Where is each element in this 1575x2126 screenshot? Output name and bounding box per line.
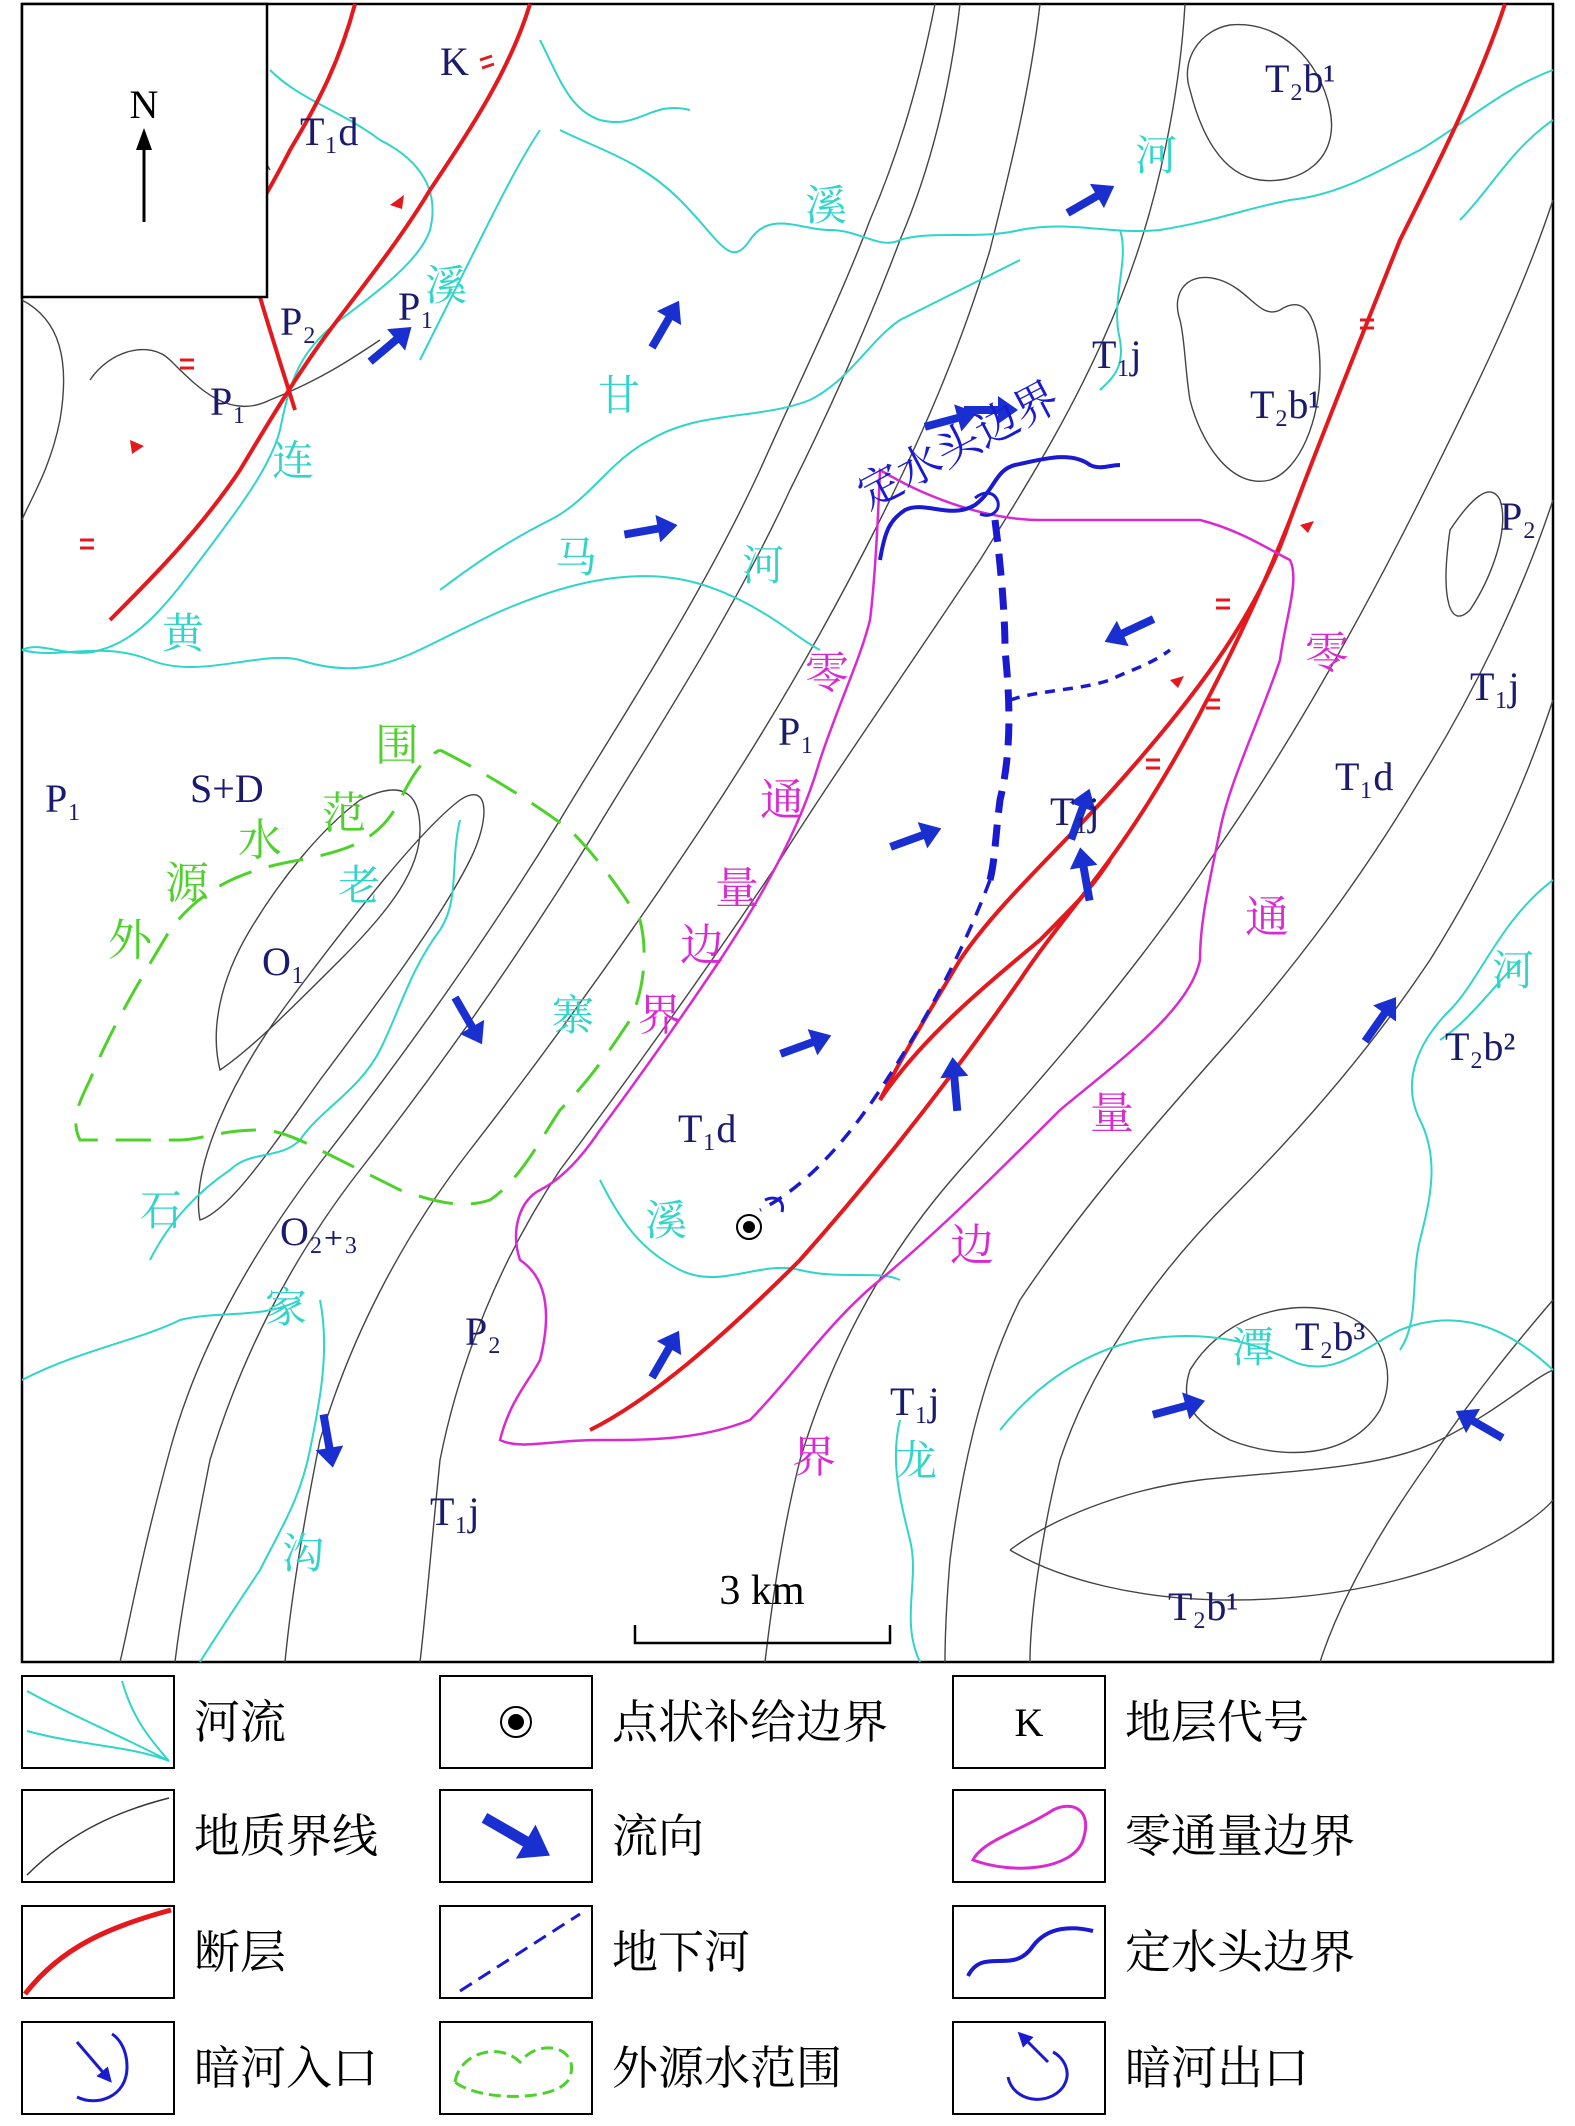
stratum-sd: S+D <box>190 766 264 811</box>
legend-item <box>22 2022 378 2114</box>
stratum-p1-c: P₁ <box>778 709 815 754</box>
stratum-p1-w: P₁ <box>45 776 82 821</box>
stratum-p2-sw: P₂ <box>465 1309 502 1354</box>
legend-label: 暗河出口 <box>1125 2041 1309 2095</box>
stratum-p1-nw1: P₁ <box>398 284 435 329</box>
svg-text:潭: 潭 <box>1232 1323 1275 1372</box>
legend-item <box>22 1676 286 1768</box>
legend-item <box>440 1906 750 1998</box>
svg-text:边: 边 <box>950 1220 994 1271</box>
legend-label: 流向 <box>612 1809 704 1863</box>
scale-label: 3 km <box>719 1568 805 1614</box>
svg-text:边: 边 <box>680 920 724 971</box>
legend-label: 地层代号 <box>1125 1695 1309 1749</box>
legend-label: 断层 <box>194 1925 286 1979</box>
svg-text:零: 零 <box>805 648 849 699</box>
svg-text:通: 通 <box>1245 892 1289 943</box>
stratum-t2b1-s: T₂b¹ <box>1168 1584 1239 1629</box>
svg-text:源: 源 <box>165 858 209 909</box>
stratum-t2b1-ne: T₂b¹ <box>1265 56 1336 101</box>
legend-label: 地下河 <box>612 1925 750 1979</box>
stratum-t1j-n: T₁j <box>1092 332 1142 377</box>
svg-text:龙: 龙 <box>895 1436 938 1485</box>
north-label: N <box>129 82 159 127</box>
svg-text:水: 水 <box>238 815 282 866</box>
north-arrow-inset <box>22 4 267 297</box>
constant-head-label: 定水头边界 <box>849 371 1068 520</box>
legend-label: 点状补给边界 <box>612 1695 888 1749</box>
legend-item <box>22 1790 378 1882</box>
svg-text:石: 石 <box>140 1186 183 1235</box>
legend-label: 暗河入口 <box>194 2041 378 2095</box>
stratum-t1j-c: T₁j <box>1050 789 1100 834</box>
svg-text:家: 家 <box>265 1283 308 1332</box>
point-recharge-icon <box>501 1707 531 1737</box>
legend <box>22 1676 1355 2114</box>
svg-text:界: 界 <box>792 1432 836 1483</box>
legend-item <box>953 2022 1309 2114</box>
svg-text:甘: 甘 <box>598 371 641 420</box>
svg-text:量: 量 <box>1090 1088 1134 1139</box>
legend-item <box>953 1906 1355 1998</box>
stratum-t2b1-e: T₂b¹ <box>1250 382 1321 427</box>
svg-text:连: 连 <box>272 436 315 485</box>
svg-text:老: 老 <box>338 861 381 910</box>
stratum-t1j-e: T₁j <box>1470 664 1520 709</box>
svg-text:马: 马 <box>555 533 598 582</box>
legend-item <box>440 1790 704 1882</box>
legend-label: 外源水范围 <box>612 2041 842 2095</box>
svg-text:黄: 黄 <box>162 609 205 658</box>
stratum-p1-nw2: P₁ <box>210 379 247 424</box>
legend-label: 河流 <box>194 1695 286 1749</box>
stratum-t1j-s: T₁j <box>890 1379 940 1424</box>
point-recharge-marker <box>737 1215 761 1239</box>
svg-text:沟: 沟 <box>282 1529 325 1578</box>
stratum-t2b3: T₂b³ <box>1295 1314 1366 1359</box>
svg-text:河: 河 <box>742 541 785 590</box>
stratum-t2b2: T₂b² <box>1445 1024 1516 1069</box>
stratum-t1d-nw: T₁d <box>300 109 359 154</box>
strata-code-icon <box>1015 1700 1044 1745</box>
svg-text:溪: 溪 <box>805 181 848 230</box>
svg-text:K: K <box>1014 1700 1044 1745</box>
svg-text:外: 外 <box>108 915 152 966</box>
svg-text:界: 界 <box>638 990 682 1041</box>
svg-text:寨: 寨 <box>552 991 595 1040</box>
svg-text:围: 围 <box>375 720 419 771</box>
svg-text:量: 量 <box>715 863 759 914</box>
stratum-t1d-e: T₁d <box>1335 754 1394 799</box>
legend-label: 定水头边界 <box>1125 1925 1355 1979</box>
legend-item <box>953 1676 1309 1768</box>
svg-text:溪: 溪 <box>645 1196 688 1245</box>
svg-text:河: 河 <box>1135 131 1178 180</box>
legend-item <box>440 1676 888 1768</box>
svg-text:零: 零 <box>1305 628 1349 679</box>
legend-item <box>953 1790 1355 1882</box>
stratum-t1d-c: T₁d <box>678 1106 737 1151</box>
legend-item <box>440 2022 842 2114</box>
stratum-k: K <box>440 39 469 84</box>
stratum-p2-nw: P₂ <box>280 299 317 344</box>
stratum-o1: O₁ <box>262 939 305 984</box>
legend-label: 零通量边界 <box>1125 1809 1355 1863</box>
stratum-o23: O₂₊₃ <box>280 1209 358 1254</box>
svg-text:溪: 溪 <box>425 261 468 310</box>
stratum-t1j-sw: T₁j <box>430 1489 480 1534</box>
stratum-p2-e: P₂ <box>1500 494 1537 539</box>
legend-item <box>22 1906 286 1998</box>
legend-label: 地质界线 <box>194 1809 378 1863</box>
svg-text:河: 河 <box>1492 946 1535 995</box>
svg-text:通: 通 <box>760 775 804 826</box>
svg-text:范: 范 <box>322 788 366 839</box>
